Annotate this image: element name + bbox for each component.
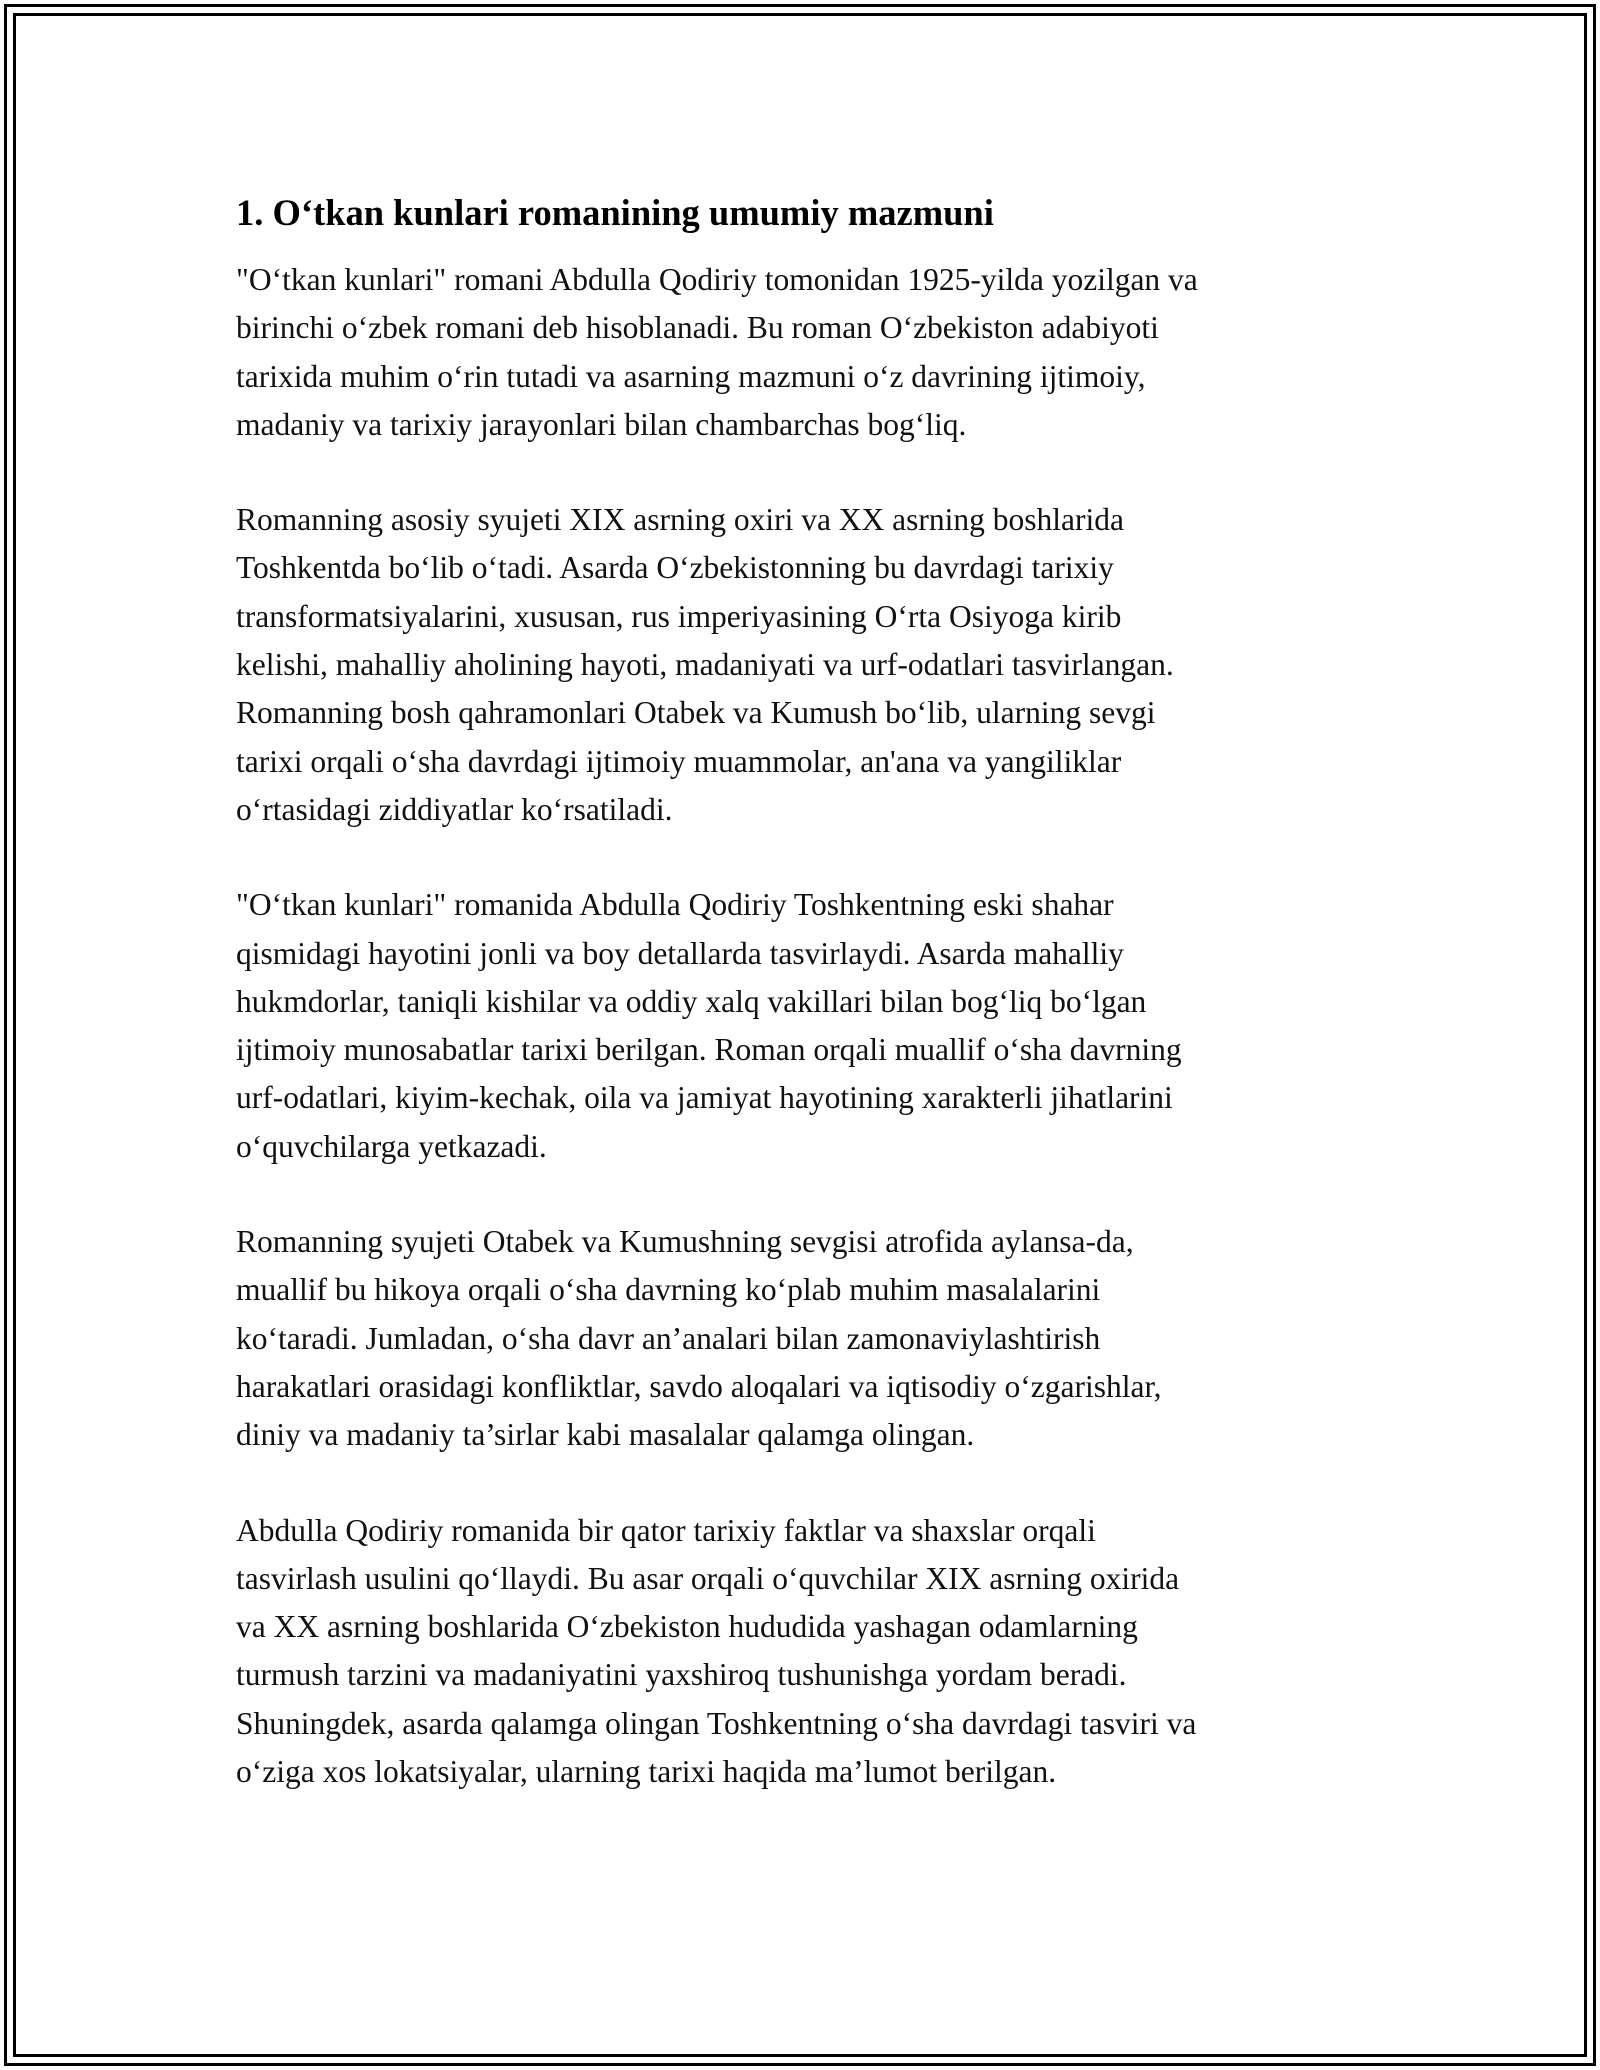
paragraph-2: Romanning asosiy syujeti XIX asrning oxiri va XX asrning boshlarida Toshkentda bo‘lib o‘tadi. Asarda O‘zbekistonning bu davrdagi tarixiy transformatsiyalarini, xususan, rus imperiyasining O‘rta Osiyoga kirib kelishi, mahalliy aholining hayoti, madaniyati va urf-odatlari tasvirlangan. Romanning bosh qahramonlari Otabek va Kumush bo‘lib, ularning sevgi tarixi orqali o‘sha davrdagi ijtimoiy muammolar, an'ana va yangiliklar o‘rtasidagi ziddiyatlar ko‘rsatiladi. <box>236 502 1174 827</box>
paragraph-3: "O‘tkan kunlari" romanida Abdulla Qodiriy Toshkentning eski shahar qismidagi hayotini jonli va boy detallarda tasvirlaydi. Asarda mahalliy hukmdorlar, taniqli kishilar va oddiy xalq vakillari bilan bog‘liq bo‘lgan ijtimoiy munosabatlar tarixi berilgan. Roman orqali muallif o‘sha davrning urf-odatlari, kiyim-kechak, oila va jamiyat hayotining xarakterli jihatlarini o‘quvchilarga yetkazadi. <box>236 887 1182 1164</box>
document-body <box>236 188 1376 1843</box>
paragraph-1: "O‘tkan kunlari" romani Abdulla Qodiriy tomonidan 1925-yilda yozilgan va birinchi o‘zbek romani deb hisoblanadi. Bu roman O‘zbekiston adabiyoti tarixida muhim o‘rin tutadi va asarning mazmuni o‘z davrining ijtimoiy, madaniy va tarixiy jarayonlari bilan chambarchas bog‘liq. <box>236 262 1198 442</box>
paragraph-5: Abdulla Qodiriy romanida bir qator tarixiy faktlar va shaxslar orqali tasvirlash usulini qo‘llaydi. Bu asar orqali o‘quvchilar XIX asrning oxirida va XX asrning boshlarida O‘zbekiston hududida yashagan odamlarning turmush tarzini va madaniyatini yaxshiroq tushunishga yordam beradi. Shuningdek, asarda qalamga olingan Toshkentning o‘sha davrdagi tasviri va o‘ziga xos lokatsiyalar, ularning tarixi haqida ma’lumot berilgan. <box>236 1512 1197 1790</box>
paragraph-4: Romanning syujeti Otabek va Kumushning sevgisi atrofida aylansa-da, muallif bu hikoya orqali o‘sha davrning ko‘plab muhim masalalarini ko‘taradi. Jumladan, o‘sha davr an’analari bilan zamonaviylashtirish harakatlari orasidagi konfliktlar, savdo aloqalari va iqtisodiy o‘zgarishlar, diniy va madaniy ta’sirlar kabi masalalar qalamga olingan. <box>236 1224 1162 1453</box>
section-heading: 1. O‘tkan kunlari romanining umumiy mazmuni <box>236 192 994 233</box>
